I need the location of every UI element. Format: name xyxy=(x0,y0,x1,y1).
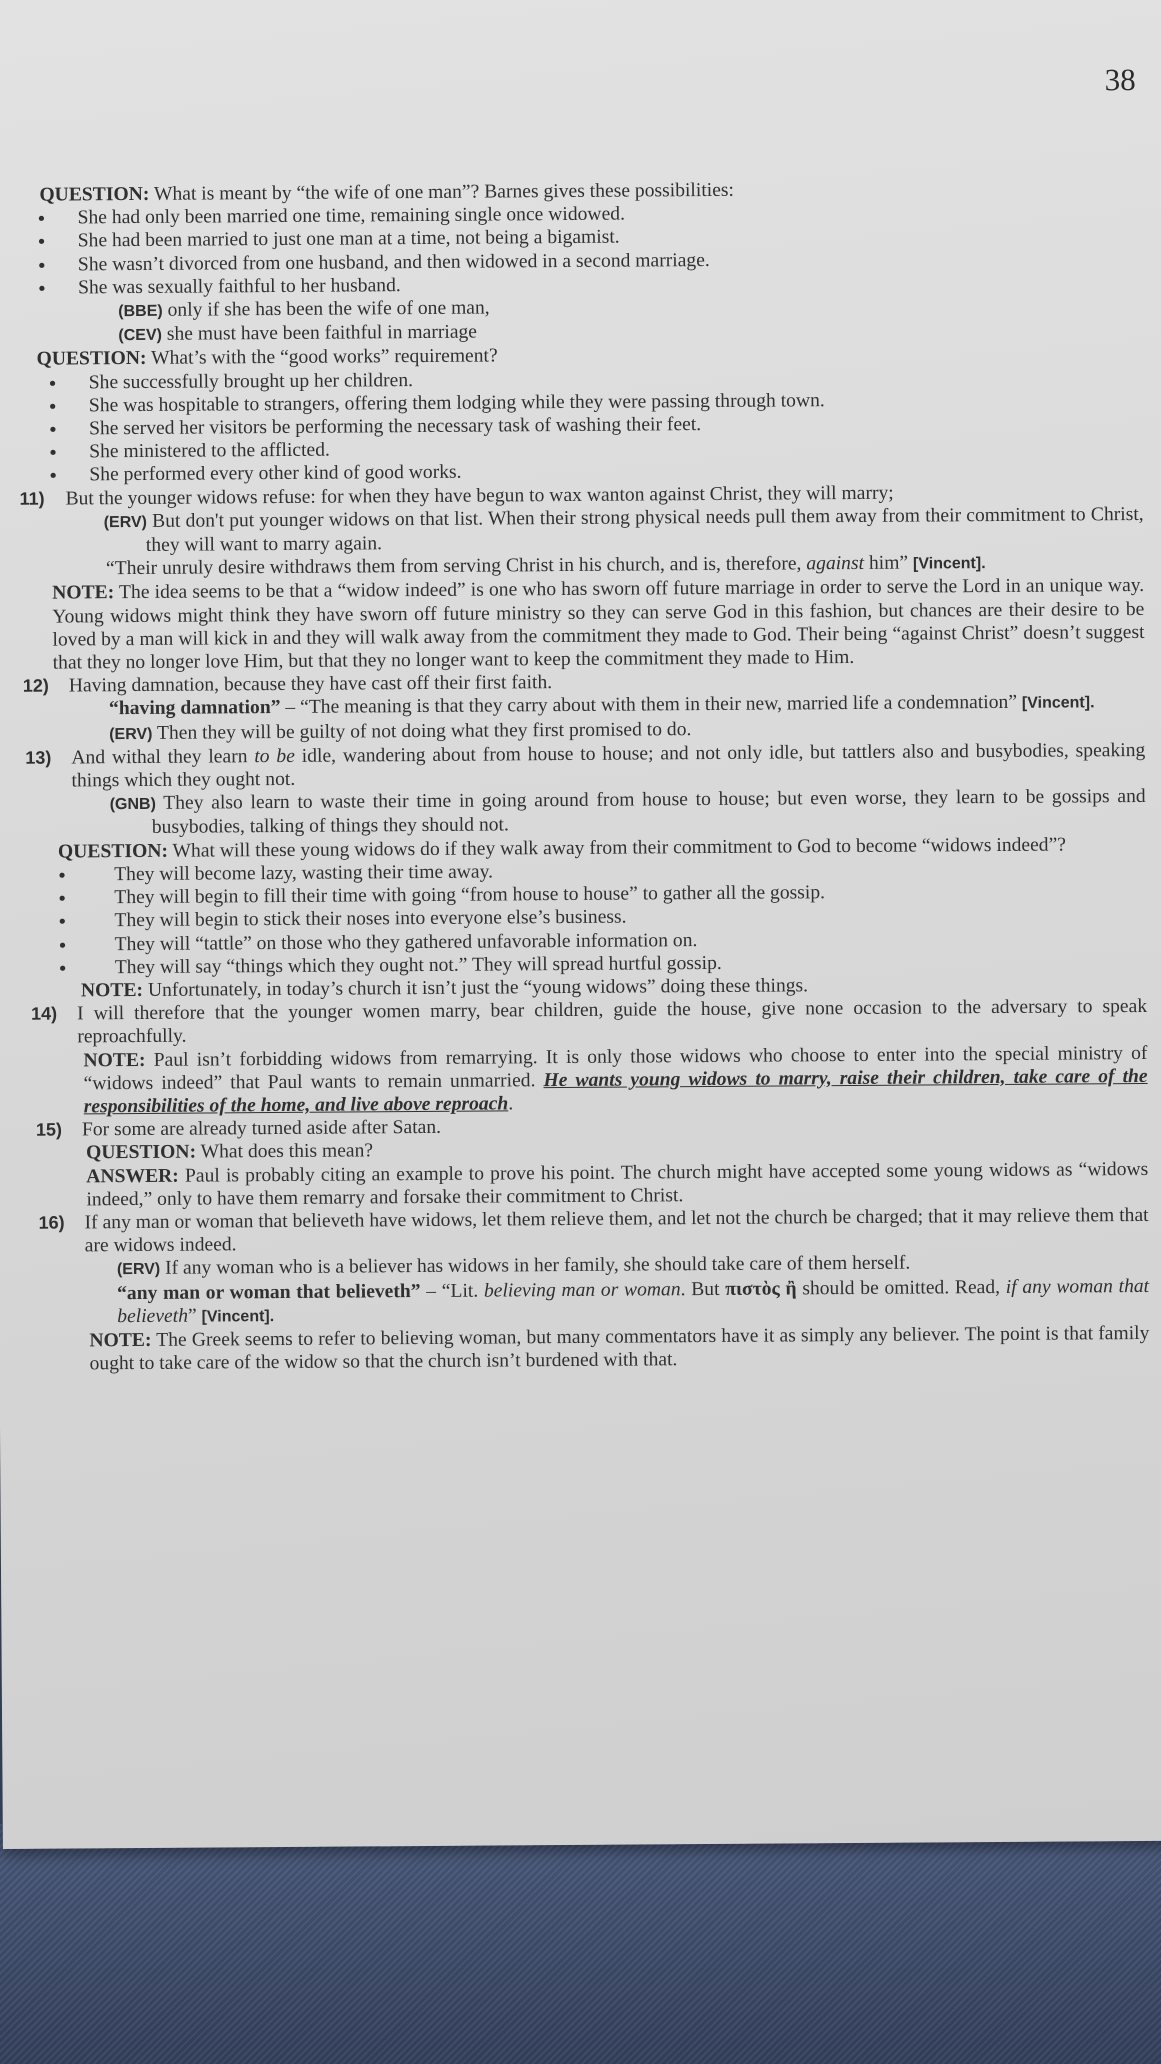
note-label: NOTE: xyxy=(83,1049,146,1071)
translation-text: They also learn to waste their time in going around from house to house; but even worse, they learn to be gossips and busybodies, talking of things they should not. xyxy=(151,786,1146,839)
list-item: • She performed every other kind of good works. xyxy=(43,456,1143,487)
verse-number: 16) xyxy=(38,1212,65,1233)
vincent-ref: [Vincent]. xyxy=(1021,694,1095,713)
note-text: Unfortunately, in today’s church it isn’t just the “young widows” doing these things. xyxy=(147,975,809,1001)
verse-text: But the younger widows refuse: for when they have begun to wax wanton against Christ, they will marry; xyxy=(65,482,894,510)
question-label: QUESTION: xyxy=(57,840,169,863)
translation-text: If any woman who is a believer has widows in her family, she should take care of them herself. xyxy=(165,1252,911,1280)
note-label: NOTE: xyxy=(80,979,144,1002)
note-verse-16 xyxy=(39,1322,1149,1376)
believeth-quote xyxy=(39,1274,1149,1329)
translation-label: (CEV) xyxy=(118,327,163,345)
quote-text: ” xyxy=(187,1305,197,1327)
quote-text: . But xyxy=(680,1278,720,1300)
verse-14 xyxy=(31,995,1147,1049)
wife-possibilities-list xyxy=(31,199,1142,300)
verse-number: 15) xyxy=(35,1119,63,1140)
question-text: What does this mean? xyxy=(200,1140,374,1163)
vincent-ref: [Vincent]. xyxy=(912,555,986,573)
translation-label: (ERV) xyxy=(116,1261,161,1279)
translation-label: (ERV) xyxy=(109,725,153,743)
list-item: • They will begin to fill their time with going “from house to house” to gather all the gossip. xyxy=(36,879,1146,910)
translation-label: (GNB) xyxy=(109,796,156,814)
quote-text: “Their unruly desire withdraws them from serving Christ in his church, and is, therefore, xyxy=(105,553,802,580)
list-item: • She was sexually faithful to her husband. xyxy=(32,269,1142,300)
translation-text: But don't put younger widows on that list. When their strong physical needs pull them away from their commitment to Christ, they will want to marry again. xyxy=(145,503,1144,556)
question-text: What’s with the “good works” requirement? xyxy=(150,345,498,370)
good-works-list xyxy=(43,364,1144,488)
verse-number: 12) xyxy=(22,675,49,697)
translation-text: Then they will be guilty of not doing what they first promised to do. xyxy=(156,718,692,744)
erv-quote xyxy=(34,503,1144,558)
question-label: QUESTION: xyxy=(36,348,147,371)
verse-text: I will therefore that the younger women marry, bear children, guide the house, give none occasion to the adversary to speak reproachfully. xyxy=(77,996,1148,1048)
verse-text: For some are already turned aside after Satan. xyxy=(81,1117,442,1141)
vincent-ref: [Vincent]. xyxy=(201,1307,275,1326)
list-item: • She had only been married one time, remaining single once widowed. xyxy=(31,199,1141,230)
note-end: . xyxy=(508,1093,514,1115)
quote-text: – “The meaning is that they carry about with them in their new, married life a condemnation” xyxy=(285,692,1018,719)
list-item: • She was hospitable to strangers, offering them lodging while they were passing through town. xyxy=(43,387,1143,418)
note-verse-11 xyxy=(34,574,1145,675)
translation-text: only if she has been the wife of one man, xyxy=(167,297,490,321)
verse-emphasis: to be xyxy=(254,745,295,768)
note-verse-14 xyxy=(37,1041,1147,1118)
verse-text: And withal they learn xyxy=(71,746,248,769)
quote-bold: “having damnation” xyxy=(108,697,281,720)
question-label: QUESTION: xyxy=(39,183,150,206)
quote-emphasis: if any woman that believeth xyxy=(117,1275,1150,1327)
verse-text: Having damnation, because they have cast off their first faith. xyxy=(68,672,553,697)
note-label: NOTE: xyxy=(52,582,115,605)
young-widows-list xyxy=(36,856,1147,980)
list-item: • They will say “things which they ought not.” They will spread hurtful gossip. xyxy=(37,949,1147,980)
translation-label: (ERV) xyxy=(103,513,148,532)
list-item: • She ministered to the afflicted. xyxy=(43,433,1143,464)
gnb-quote xyxy=(36,785,1146,840)
verse-text: If any man or woman that believeth have widows, let them relieve them, and let not the church be charged; that it may relieve them that are widows indeed. xyxy=(84,1204,1149,1257)
list-item: • She served her visitors be performing the necessary task of washing their feet. xyxy=(43,410,1143,441)
quote-bold: “any man or woman that believeth” xyxy=(116,1280,421,1304)
note-text: The Greek seems to refer to believing woman, but many commentators have it as simply any believer. The point is that family ought to take care of the widow so that the church isn’t burdened with that. xyxy=(89,1322,1150,1375)
list-item: • They will become lazy, wasting their time away. xyxy=(36,856,1146,887)
page-number: 38 xyxy=(1104,62,1136,98)
note-underlined: He wants young widows to marry, raise their children, take care of the responsibilities of the home, and live above reproach xyxy=(83,1065,1148,1118)
verse-number: 11) xyxy=(19,488,45,509)
note-label: NOTE: xyxy=(89,1329,152,1352)
question-label: QUESTION: xyxy=(86,1141,197,1164)
list-item: • She had been married to just one man at a time, not being a bigamist. xyxy=(32,222,1142,253)
quote-emphasis: against xyxy=(806,553,865,575)
quote-text: – “Lit. xyxy=(426,1280,479,1302)
answer-label: ANSWER: xyxy=(86,1165,179,1187)
verse-13 xyxy=(25,739,1145,793)
list-item: • She wasn’t divorced from one husband, and then widowed in a second marriage. xyxy=(32,246,1142,277)
quote-text: should be omitted. Read, xyxy=(802,1276,1001,1299)
question-text: What is meant by “the wife of one man”? Barnes gives these possibilities: xyxy=(153,179,735,205)
page-content xyxy=(19,176,1150,1376)
background-fabric xyxy=(0,1824,1161,2064)
list-item: • They will “tattle” on those who they gathered unfavorable information on. xyxy=(37,925,1147,956)
answer-satan xyxy=(38,1157,1148,1211)
verse-16 xyxy=(39,1204,1149,1258)
note-text: Paul isn’t forbidding widows from remarrying. It is only those widows who choose to enter into the special ministry of “widows indeed” that Paul wants to remain unmarried. xyxy=(83,1042,1148,1095)
translation-text: she must have been faithful in marriage xyxy=(166,321,478,345)
list-item: • They will begin to stick their noses into everyone else’s business. xyxy=(36,902,1146,933)
quote-end: him” xyxy=(868,552,909,575)
list-item: • She successfully brought up her children. xyxy=(43,364,1143,395)
verse-text-cont: idle, wandering about from house to house; and not only idle, but tattlers also and busybodies, speaking things which they ought not. xyxy=(71,739,1146,792)
greek-text: πιστὸς ἢ xyxy=(725,1277,797,1300)
question-text: What will these young widows do if they walk away from their commitment to God to become “widows indeed”? xyxy=(172,834,1067,862)
quote-emphasis: believing man or woman xyxy=(483,1278,681,1302)
verse-number: 13) xyxy=(25,747,52,768)
verse-number: 14) xyxy=(31,1003,58,1024)
note-text: The idea seems to be that a “widow indeed” is one who has sworn off future marriage in order to serve the Lord in an unique way. Young widows might think they have sworn off future ministry so they can serve God in this fashion, but chances are their desire to be loved by a man will kick in and they will walk away from the commitment they made to God. Their being “against Christ” doesn’t suggest that they no longer love Him, but that they no longer want to keep the commitment they made to Him. xyxy=(52,575,1145,674)
translation-label: (BBE) xyxy=(118,302,163,321)
answer-text: Paul is probably citing an example to prove his point. The church might have accepted some young widows as “widows indeed,” only to have them remarry and forsake their commitment to Christ. xyxy=(86,1158,1149,1211)
